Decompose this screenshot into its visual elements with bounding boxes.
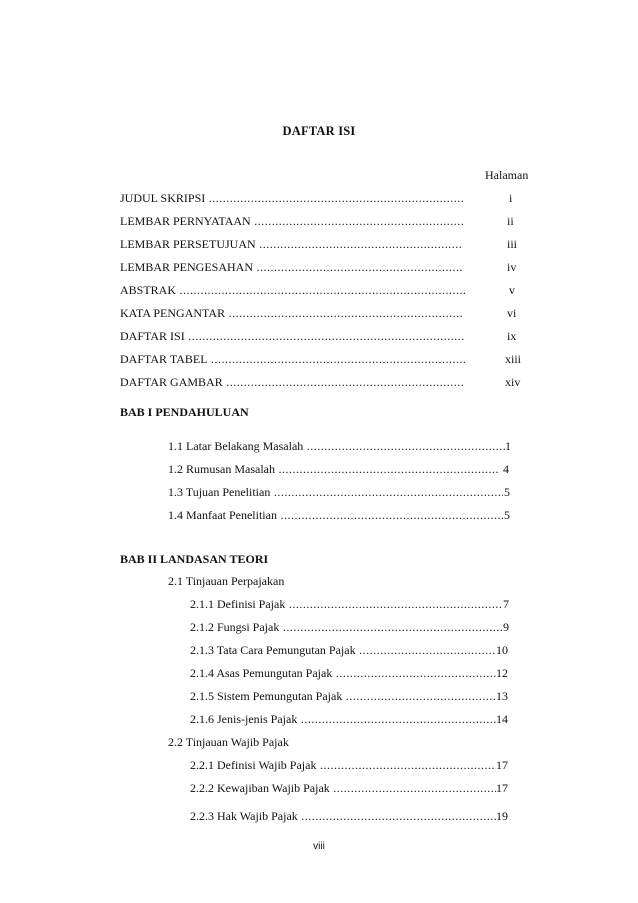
toc-entry-label: DAFTAR GAMBAR ..... [120,375,465,390]
toc-entry[interactable] [190,712,496,727]
halaman-label: Halaman [485,168,529,182]
toc-entry[interactable] [190,689,496,704]
toc-entry-page: 7 [503,597,509,611]
toc-entry-page: 12 [496,666,508,680]
toc-entry-label: 1.2 Rumusan Masalah ..... [168,462,500,477]
page-number: viii [313,841,325,852]
toc-entry-label: 2.1.2 Fungsi Pajak ..... [190,620,503,635]
toc-entry-page: 5 [504,508,510,522]
toc-entry[interactable] [168,462,500,477]
toc-entry-page: 10 [496,643,508,657]
toc-entry-page: i [509,191,513,205]
toc-entry[interactable] [190,809,496,824]
toc-entry-label: LEMBAR PERSETUJUAN ..... [120,237,463,252]
chapter-heading[interactable]: BAB I PENDAHULUAN [120,405,249,419]
toc-entry-label: 2.2.1 Definisi Wajib Pajak ..... [190,758,496,773]
toc-entry[interactable] [120,283,465,298]
toc-entry-page: ii [507,214,514,228]
toc-entry-label: 2.1.6 Jenis-jenis Pajak ..... [190,712,496,727]
page-title: DAFTAR ISI [282,124,356,138]
toc-entry[interactable] [190,781,496,796]
toc-entry-page: vi [507,306,517,320]
toc-entry[interactable] [190,643,496,658]
toc-entry-label: 2.1.3 Tata Cara Pemungutan Pajak ..... [190,643,496,658]
toc-entry[interactable] [168,508,503,523]
toc-entry[interactable] [120,237,463,252]
toc-entry[interactable] [120,306,463,321]
toc-entry-label: 2.1.4 Asas Pemungutan Pajak ..... [190,666,496,681]
toc-entry-label: LEMBAR PERNYATAAN ..... [120,214,463,229]
toc-entry[interactable] [190,597,503,612]
section-heading[interactable]: 2.1 Tinjauan Perpajakan [168,574,285,588]
toc-entry-page: 17 [496,758,508,772]
toc-entry-page: xiii [505,352,522,366]
section-heading[interactable]: 2.2 Tinjauan Wajib Pajak [168,735,289,749]
toc-entry[interactable] [120,375,465,390]
toc-entry[interactable] [190,666,496,681]
toc-entry[interactable] [120,214,463,229]
toc-entry-page: 13 [496,689,508,703]
toc-entry-page: 4 [503,462,509,476]
toc-entry[interactable] [120,191,465,206]
toc-entry-page: 9 [503,620,509,634]
toc-entry-page: 17 [496,781,508,795]
toc-entry-page: v [509,283,515,297]
toc-entry-label: 1.4 Manfaat Penelitian ..... [168,508,503,523]
toc-entry[interactable] [190,758,496,773]
toc-entry-page: xiv [505,375,521,389]
toc-entry-label: 2.1.5 Sistem Pemungutan Pajak ..... [190,689,496,704]
toc-entry-label: 1.1 Latar Belakang Masalah ..... [168,439,505,454]
toc-entry[interactable] [168,439,505,454]
toc-entry[interactable] [120,260,463,275]
toc-entry-label: ABSTRAK ..... [120,283,465,298]
toc-entry-label: JUDUL SKRIPSI ..... [120,191,465,206]
toc-entry-page: iv [507,260,517,274]
toc-entry-label: 2.2.2 Kewajiban Wajib Pajak ..... [190,781,496,796]
toc-entry[interactable] [168,485,503,500]
toc-entry-label: 2.1.1 Definisi Pajak ..... [190,597,503,612]
toc-entry-label: DAFTAR ISI ..... [120,329,465,344]
toc-entry-page: ix [507,329,517,343]
toc-entry-label: 1.3 Tujuan Penelitian ..... [168,485,503,500]
toc-entry-label: KATA PENGANTAR ..... [120,306,463,321]
chapter-heading[interactable]: BAB II LANDASAN TEORI [120,552,269,566]
toc-entry-page: iii [507,237,518,251]
toc-entry-page: 19 [496,809,508,823]
toc-entry[interactable] [120,329,465,344]
toc-entry-page: 5 [504,485,510,499]
toc-entry-page: 1 [505,439,511,453]
toc-entry-label: LEMBAR PENGESAHAN ..... [120,260,463,275]
toc-entry[interactable] [190,620,503,635]
toc-entry-label: 2.2.3 Hak Wajib Pajak ..... [190,809,496,824]
toc-entry-label: DAFTAR TABEL ..... [120,352,465,367]
toc-entry-page: 14 [496,712,508,726]
toc-entry[interactable] [120,352,465,367]
